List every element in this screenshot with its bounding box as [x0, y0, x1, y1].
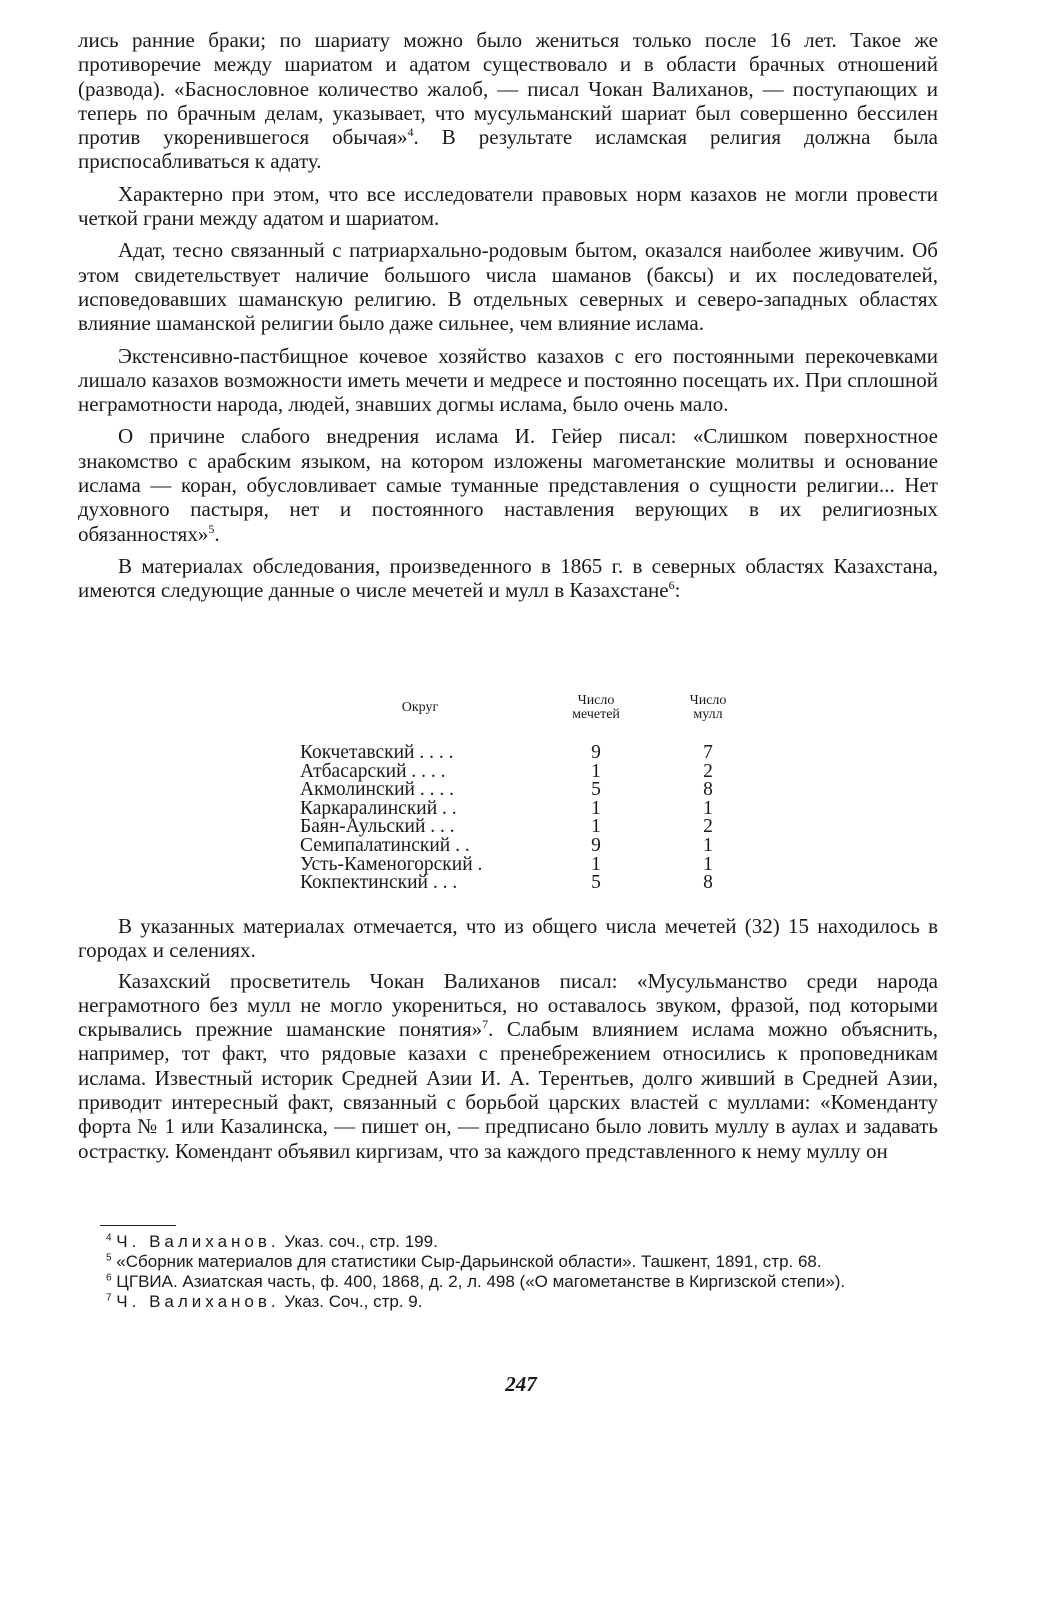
table-header-row [300, 694, 764, 744]
footnote-text: Указ. соч., стр. 199. [279, 1232, 438, 1251]
paragraph-4: Экстенсивно-пастбищное кочевое хозяйство казахов с его постоянными перекочевками лишало казахов возможности иметь мечети и медресе и постоянно посещать их. При сплошной неграмотности народа, людей, знавших догмы ислама, было очень мало. [78, 343, 938, 417]
footnote-divider [100, 1225, 176, 1226]
district-name: Атбасарский . . . . [300, 760, 446, 782]
mullahs-count: 7 [703, 742, 713, 763]
footnote-author: Ч. Валиханов. [116, 1232, 280, 1251]
paragraph-1-text: лись ранние браки; по шариату можно было жениться только после 16 лет. Такое же противоречие между шариатом и адатом существовало и в области брачных отношений (развода). «Баснословное количество жалоб, — писал Чокан Валиханов, — поступающих и теперь по брачным делам, указывает, что мусульманский шариат был совершенно бессилен против укоренившегося обычая» [78, 28, 938, 150]
mosques-count: 5 [591, 872, 601, 894]
district-name: Кокчетавский . . . . [300, 742, 454, 763]
footnote-number: 4 [106, 1232, 112, 1244]
footnote-ref-5: 5 [208, 521, 215, 536]
header-mosques [540, 694, 652, 744]
paragraph-5-tail: . [214, 521, 220, 546]
table-row [300, 837, 764, 856]
paragraph-3: Адат, тесно связанный с патриархально-родовым бытом, оказался наиболее живучим. Об этом свидетельствует наличие большого числа шаманов (баксы) и их последователей, исповедовавших шаманскую религию. В отдельных северных и северо-западных областях влияние шаманской религии было даже сильнее, чем влияние ислама. [78, 238, 938, 336]
mullahs-count: 8 [703, 872, 713, 894]
table-row [300, 744, 764, 763]
footnote-number: 6 [106, 1272, 112, 1284]
paragraph-5 [78, 424, 938, 545]
table-row [300, 874, 764, 893]
district-name: Семипалатинский . . [300, 834, 470, 856]
paragraph-2: Характерно при этом, что все исследователи правовых норм казахов не могли провести четкой грани между адатом и шариатом. [78, 181, 938, 231]
mosques-count: 1 [591, 853, 601, 875]
footnote-5 [78, 1252, 938, 1272]
district-name: Кокпектинский . . . [300, 872, 458, 894]
footnote-ref-6: 6 [668, 578, 675, 593]
header-mullahs-line1: Число [689, 693, 727, 708]
mosques-count: 1 [591, 760, 601, 782]
header-mosques-line1: Число [577, 693, 615, 708]
paragraph-8-tail: . Слабым влиянием ислама можно объяснить, например, тот факт, что рядовые казахи с пренебрежением относились к проповедникам ислама. Известный историк Средней Азии И. А. Терентьев, долго живший в Средней Азии, приводит интересный факт, связанный с борьбой царских властей с муллами: «Коменданту форта № 1 или Казалинска, — пишет он, — предписано было ловить муллу в аулах и задавать острастку. Комендант объявил киргизам, что за каждого представленного к нему муллу он [78, 1017, 938, 1163]
header-mullahs-line2: мулл [693, 707, 723, 722]
mullahs-count: 2 [703, 816, 713, 838]
mosques-count: 5 [591, 779, 601, 801]
mosques-mullahs-table [300, 694, 764, 893]
mosques-count: 9 [591, 742, 601, 763]
district-name: Акмолинский . . . . [300, 779, 454, 801]
footnote-text: Указ. Соч., стр. 9. [279, 1292, 423, 1311]
page-number: 247 [505, 1372, 537, 1396]
footnote-number: 5 [106, 1252, 112, 1264]
header-district: Округ [401, 700, 439, 715]
mullahs-count: 8 [703, 779, 713, 801]
mullahs-count: 1 [703, 853, 713, 875]
footnote-ref-4: 4 [407, 125, 414, 140]
footnote-4 [78, 1232, 938, 1252]
footnote-text: «Сборник материалов для статистики Сыр-Дарьинской области». Ташкент, 1891, стр. 68. [116, 1252, 822, 1271]
footnote-author: Ч. Валиханов. [116, 1292, 280, 1311]
mosques-count: 9 [591, 834, 601, 856]
footnotes [78, 1232, 938, 1312]
footnote-number: 7 [106, 1292, 112, 1304]
paragraph-6-tail: : [674, 578, 681, 603]
paragraph-6 [78, 554, 938, 603]
footnote-text: ЦГВИА. Азиатская часть, ф. 400, 1868, д. 2, л. 498 («О магометанстве в Киргизской степи»). [116, 1272, 846, 1291]
body-text-bottom [78, 914, 938, 1163]
body-text-top [78, 28, 938, 603]
footnote-6 [78, 1272, 938, 1292]
mullahs-count: 1 [703, 834, 713, 856]
footnote-ref-7: 7 [482, 1017, 489, 1032]
district-name: Усть-Каменогорский . [300, 853, 483, 875]
table-row [300, 781, 764, 800]
mosques-count: 1 [591, 816, 601, 838]
paragraph-5-text: О причине слабого внедрения ислама И. Гейер писал: «Слишком поверхностное знакомство с арабским языком, на котором изложены магометанские молитвы и основание ислама — коран, обусловливает самые туманные представления о сущности религии... Нет духовного пастыря, нет и постоянного наставления верующих в их религиозных обязанностях» [78, 424, 938, 546]
paragraph-7: В указанных материалах отмечается, что из общего числа мечетей (32) 15 находилось в городах и селениях. [78, 914, 938, 963]
footnote-7 [78, 1292, 938, 1312]
mosques-count: 1 [591, 797, 601, 819]
paragraph-8-text: Казахский просветитель Чокан Валиханов писал: «Мусульманство среди народа неграмотного без мулл не могло укорениться, но оставалось звуком, фразой, под которыми скрывались прежние шаманские понятия» [78, 968, 938, 1042]
mullahs-count: 1 [703, 797, 713, 819]
mullahs-count: 2 [703, 760, 713, 782]
district-name: Баян-Аульский . . . [300, 816, 455, 838]
paragraph-6-text: В материалах обследования, произведенного в 1865 г. в северных областях Казахстана, имеются следующие данные о числе мечетей и мулл в Казахстане [78, 553, 938, 603]
paragraph-8 [78, 969, 938, 1163]
header-mosques-line2: мечетей [572, 707, 620, 722]
header-mullahs [652, 694, 764, 744]
paragraph-1 [78, 28, 938, 174]
paragraph-1-tail: . В результате исламская религия должна была приспосабливаться к адату. [78, 125, 939, 174]
district-name: Каркаралинский . . [300, 797, 457, 819]
